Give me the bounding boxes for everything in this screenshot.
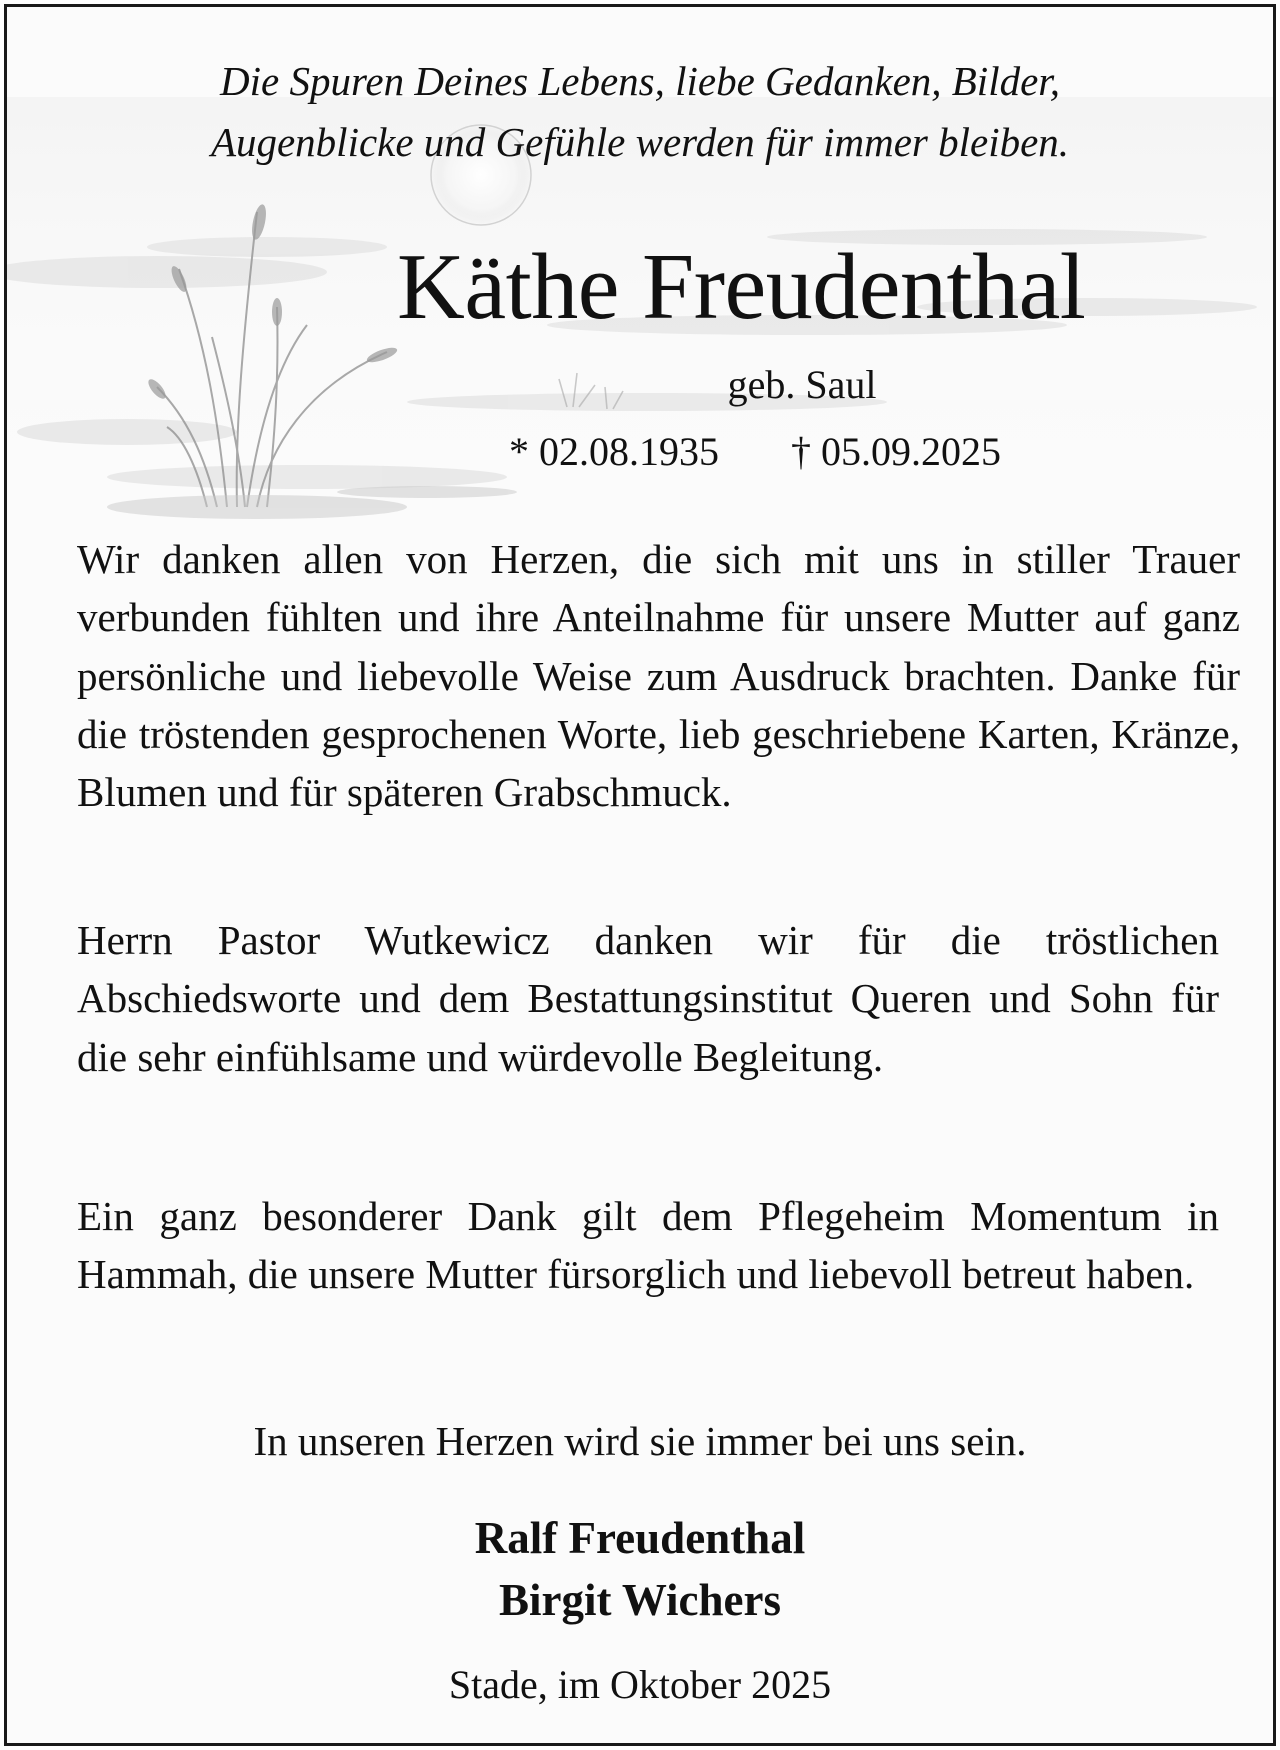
- thanks-paragraph-1: Wir danken allen von Herzen, die sich mit uns in stiller Trauer verbunden fühlten und ihre Anteilnahme für unsere Mutter auf ganz persönliche und liebevolle Weise zum Ausdruck brachten. Danke für die tröstenden gesprochenen Worte, lieb geschriebene Karten, Kränze, Blumen und für späteren Grabschmuck.: [77, 536, 1240, 816]
- birth-name: geb. Saul: [727, 362, 877, 407]
- motto: [7, 51, 1273, 173]
- obituary-notice: [4, 4, 1276, 1746]
- life-dates: [509, 427, 1001, 477]
- signer-name: Birgit Wichers: [498, 1575, 782, 1625]
- closing-line: In unseren Herzen wird sie immer bei uns sein.: [253, 1418, 1027, 1464]
- place-and-date: Stade, im Oktober 2025: [448, 1662, 832, 1707]
- motto-line-2: Augenblicke und Gefühle werden für immer bleiben.: [210, 119, 1070, 165]
- motto-line-1: Die Spuren Deines Lebens, liebe Gedanken, Bilder,: [220, 58, 1060, 104]
- death-date: † 05.09.2025: [791, 429, 1001, 474]
- deceased-name: Käthe Freudenthal: [397, 235, 1086, 339]
- thanks-paragraph-3: Ein ganz besonderer Dank gilt dem Pflegeheim Momentum in Hammah, die unsere Mutter fürsorglich und liebevoll betreut haben.: [77, 1193, 1219, 1298]
- thanks-paragraph-2: Herrn Pastor Wutkewicz danken wir für die tröstlichen Abschiedsworte und dem Bestattungsinstitut Queren und Sohn für die sehr einfühlsame und würdevolle Begleitung.: [77, 917, 1219, 1080]
- birth-date: * 02.08.1935: [509, 429, 719, 474]
- signer-name: Ralf Freudenthal: [474, 1513, 806, 1563]
- signers: [7, 1507, 1273, 1631]
